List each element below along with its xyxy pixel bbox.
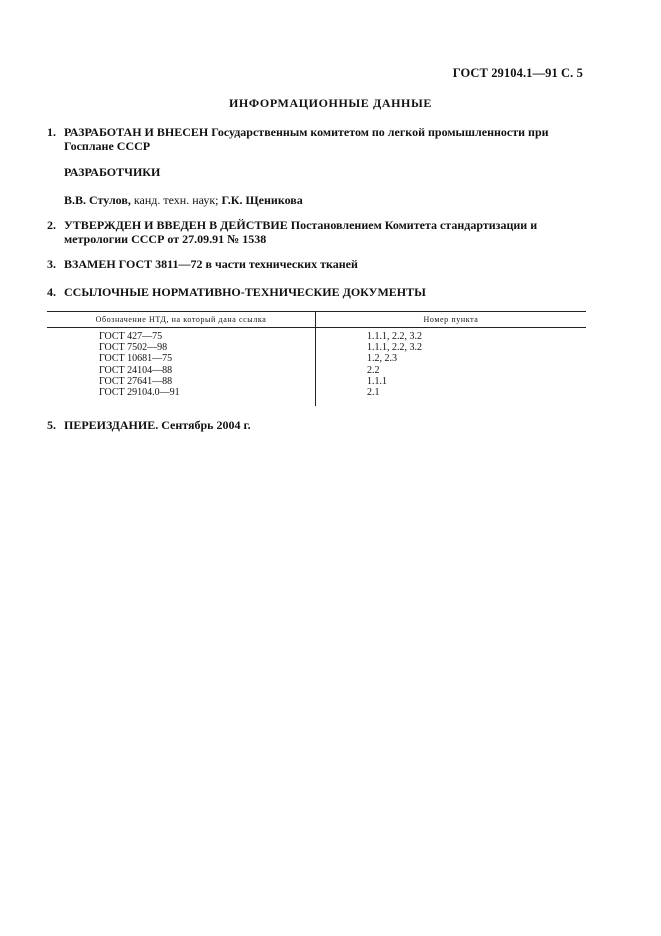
table-row [47,331,586,342]
section-1 [47,125,587,153]
table-cell-document: ГОСТ 427—75 [99,331,163,342]
section-1-number: 1. [47,125,56,139]
developer-name-1: В.В. Стулов, [64,193,131,207]
developer-degree: канд. техн. наук; [130,193,222,207]
developers-list [64,193,584,207]
section-5-number: 5. [47,418,56,432]
table-top-rule [47,311,586,312]
table-header-designation: Обозначение НТД, на который дана ссылка [95,315,267,324]
table-row [47,365,586,376]
table-cell-document: ГОСТ 27641—88 [99,375,173,387]
page-header: ГОСТ 29104.1—91 С. 5 [452,66,583,80]
table-cell-clause: 1.1.1, 2.2, 3.2 [367,331,422,342]
developers-heading: РАЗРАБОТЧИКИ [64,165,161,179]
table-cell-clause: 1.1.1, 2.2, 3.2 [367,342,422,354]
document-title: ИНФОРМАЦИОННЫЕ ДАННЫЕ [229,96,432,110]
table-cell-clause: 1.1.1 [367,375,387,387]
table-row [47,342,586,353]
section-3-text: в части технических тканей [202,257,358,271]
table-row [47,353,586,364]
section-3-heading: ВЗАМЕН ГОСТ 3811—72 [64,257,203,271]
section-5-heading: ПЕРЕИЗДАНИЕ. Сентябрь 2004 г. [64,418,251,432]
section-3-number: 3. [47,257,56,271]
table-body [47,331,586,398]
table-row [47,376,586,387]
section-4-heading: ССЫЛОЧНЫЕ НОРМАТИВНО-ТЕХНИЧЕСКИЕ ДОКУМЕНТЫ [64,285,426,299]
section-5 [47,418,587,432]
table-header-clause: Номер пункта [423,315,479,324]
section-3 [47,257,587,271]
table-cell-document: ГОСТ 24104—88 [99,364,173,376]
table-cell-clause: 1.2, 2.3 [367,353,397,365]
section-2-text: Постановлением Комитета стандартизации и метрологии СССР от 27.09.91 № 1538 [64,218,538,246]
table-row [47,387,586,398]
section-1-text: Государственным комитетом по легкой промышленности при Госплане СССР [64,125,549,153]
section-2 [47,218,587,246]
developer-name-2: Г.К. Щеникова [221,193,303,207]
section-2-number: 2. [47,218,56,232]
table-cell-document: ГОСТ 10681—75 [99,353,173,365]
section-2-heading: УТВЕРЖДЕН И ВВЕДЕН В ДЕЙСТВИЕ [64,218,288,232]
section-4 [47,285,587,299]
table-cell-document: ГОСТ 29104.0—91 [99,386,180,398]
section-1-heading: РАЗРАБОТАН И ВНЕСЕН [64,125,209,139]
table-cell-clause: 2.1 [367,386,380,398]
section-4-number: 4. [47,285,56,299]
table-header-rule [47,327,586,328]
table-cell-clause: 2.2 [367,364,380,376]
table-cell-document: ГОСТ 7502—98 [99,342,168,354]
